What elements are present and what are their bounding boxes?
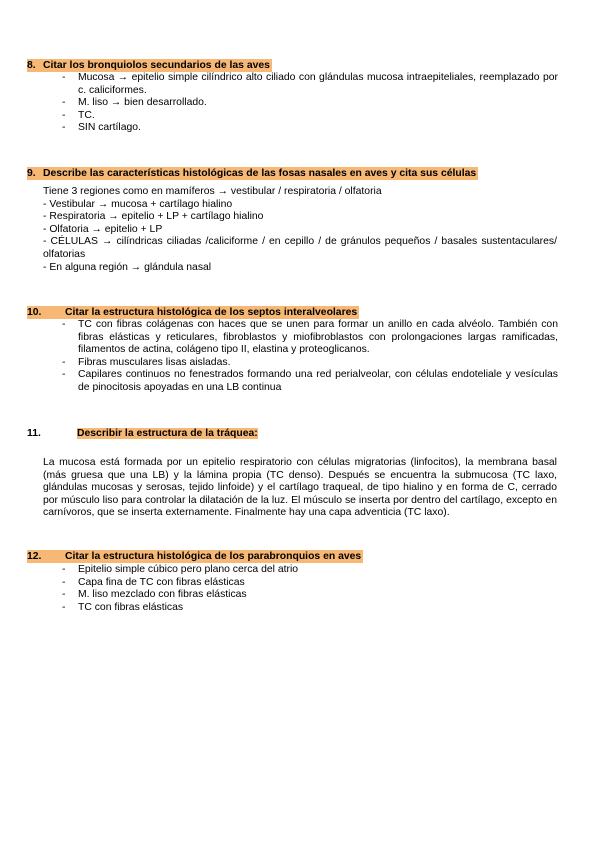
list-item: - TC con fibras colágenas con haces que se unen para formar un anillo en cada alvéolo. También con fibras elásticas y reticulares, fibroblastos y miofibroblastos con prolongaciones largas ramificadas, filamentos de actina, colágeno tipo II, elastina y proteoglicanos. [62,319,558,357]
list-item: - Capa fina de TC con fibras elásticas [62,577,558,590]
text-line: - En alguna región → glándula nasal [43,261,212,273]
question-11-paragraph: La mucosa está formada por un epitelio respiratorio con células migratorias (linfocitos), la membrana basal (más gruesa que una LB) y la lámina propia (TC denso). Después se encuentra la submucosa (TC laxo, glándulas mucosas y serosas, tejido linfoide) y el cartílago traqueal, de tipo hialino y en forma de C, cerrado por músculo liso para controlar la dilatación de la luz. El músculo se inserta por dentro del cartílago, excepto en carnívoros, que se inserta externamente. Finalmente hay una capa adventicia (TC laxo). [43,457,557,519]
list-item: - Fibras musculares lisas aisladas. [62,357,558,370]
question-12-list [62,564,558,614]
text-line: - Vestibular → mucosa + cartílago hialino [43,198,233,210]
question-9-body [43,186,557,274]
question-8-heading [27,59,272,72]
list-item: - SIN cartílago. [62,122,558,135]
list-item: - TC con fibras elásticas [62,602,558,615]
question-12-heading [27,550,363,563]
text-line: - Olfatoria → epitelio + LP [43,223,163,235]
question-title: Citar los bronquiolos secundarios de las aves [43,60,270,71]
question-number: 8. [27,60,36,71]
list-item: - Capilares continuos no fenestrados formando una red perialveolar, con células endoteliale y vesículas de pinocitosis apoyadas en una LB continua [62,369,558,394]
text-line: - Respiratoria → epitelio + LP + cartílago hialino [43,211,264,223]
question-9-heading [27,167,478,180]
question-number: 9. [27,168,36,179]
question-number: 10. [27,307,42,318]
list-item: - TC. [62,110,558,123]
question-11-heading [27,427,260,440]
question-title: Describe las características histológicas de las fosas nasales en aves y cita sus células [43,168,477,179]
question-title: Citar la estructura histológica de los parabronquios en aves [65,551,362,562]
list-item: - M. liso mezclado con fibras elásticas [62,589,558,602]
question-title: Describir la estructura de la tráquea: [77,428,258,439]
list-item: - M. liso → bien desarrollado. [62,97,558,110]
question-10-list [62,319,558,395]
list-item: - Epitelio simple cúbico pero plano cerca del atrio [62,564,558,577]
list-item: - Mucosa → epitelio simple cilíndrico alto ciliado con glándulas mucosa intraepiteliales, reemplazado por c. caliciformes. [62,72,558,97]
text-line: Tiene 3 regiones como en mamíferos → vestibular / respiratoria / olfatoria [43,186,382,197]
question-title: Citar la estructura histológica de los septos interalveolares [65,307,358,318]
question-number: 11. [27,428,41,439]
question-8-list [62,72,558,135]
question-number: 12. [27,551,42,562]
text-line: - CÉLULAS → cilíndricas ciliadas /caliciforme / en cepillo / de gránulos pequeños / basales sustentaculares/ olfatorias [43,236,557,260]
question-10-heading [27,306,359,319]
